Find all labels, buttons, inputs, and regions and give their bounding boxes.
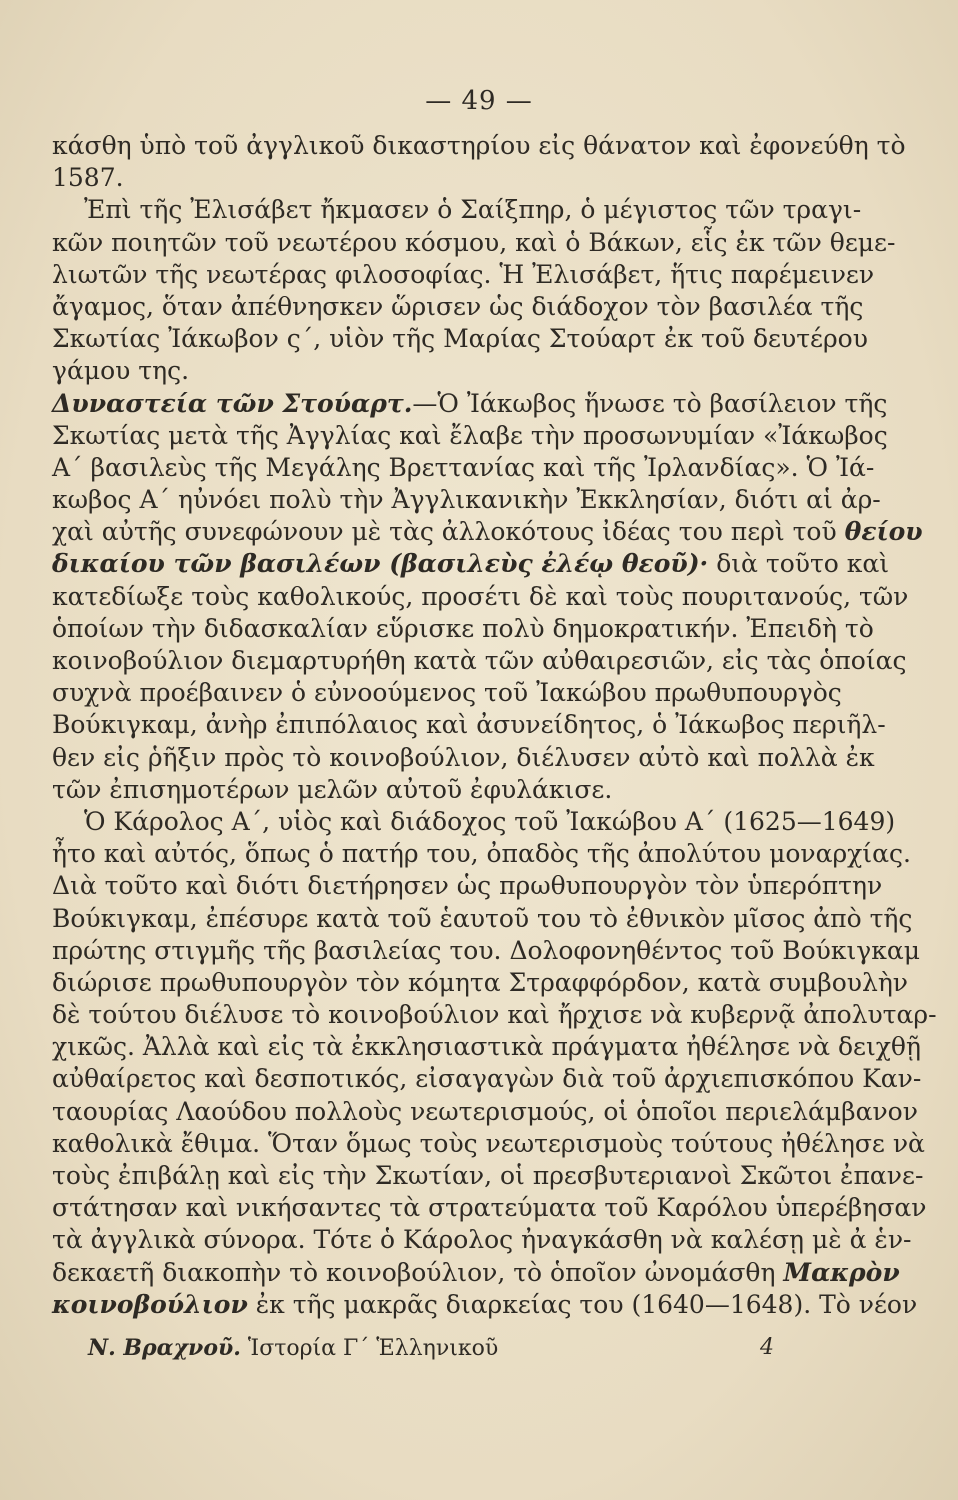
- footer-author: Ν. Βραχνοῦ.: [88, 1335, 241, 1361]
- text-line: Σκωτίας μετὰ τῆς Ἀγγλίας καὶ ἔλαβε τὴν προσωνυμίαν «Ἰάκωβος: [52, 420, 888, 450]
- text-line: στάτησαν καὶ νικήσαντες τὰ στρατεύματα τοῦ Καρόλου ὑπερέβησαν: [52, 1193, 927, 1223]
- long-parliament-line-2: [52, 1289, 918, 1321]
- text-line: κωβος Α΄ ηὐνόει πολὺ τὴν Ἀγγλικανικὴν Ἐκκλησίαν, διότι αἱ ἀρ-: [52, 485, 881, 515]
- text-line: Διὰ τοῦτο καὶ διότι διετήρησεν ὡς πρωθυπουργὸν τὸν ὑπερόπτην: [52, 871, 883, 901]
- text-line: Α΄ βασιλεὺς τῆς Μεγάλης Βρεττανίας καὶ τῆς Ἰρλανδίας». Ὁ Ἰά-: [52, 452, 875, 482]
- long-parliament-italic-1: Μακρὸν: [783, 1257, 900, 1287]
- text-line: Σκωτίας Ἰάκωβον ς΄, υἱὸν τῆς Μαρίας Στούαρτ ἐκ τοῦ δευτέρου: [52, 324, 868, 354]
- text-line: κῶν ποιητῶν τοῦ νεωτέρου κόσμου, καὶ ὁ Βάκων, εἷς ἐκ τῶν θεμε-: [52, 227, 896, 257]
- text-line: γάμου της.: [52, 356, 190, 386]
- long-parliament-line-1: [52, 1257, 900, 1289]
- body-text: [52, 130, 937, 1321]
- long-parliament-italic-2: κοινοβούλιον: [52, 1289, 248, 1319]
- text-line: Βούκιγκαμ, ἐπέσυρε κατὰ τοῦ ἑαυτοῦ του τὸ ἐθνικὸν μῖσος ἀπὸ τῆς: [52, 903, 913, 933]
- text-line: λιωτῶν τῆς νεωτέρας φιλοσοφίας. Ἡ Ἐλισάβετ, ἥτις παρέμεινεν: [52, 259, 875, 289]
- text-line: καθολικὰ ἔθιμα. Ὅταν ὅμως τοὺς νεωτερισμοὺς τούτους ἠθέλησε νὰ: [52, 1128, 925, 1158]
- text-line: αὐθαίρετος καὶ δεσποτικός, εἰσαγαγὼν διὰ τοῦ ἀρχιεπισκόπου Καν-: [52, 1064, 922, 1094]
- text-line: Ἐπὶ τῆς Ἐλισάβετ ἤκμασεν ὁ Σαίξπηρ, ὁ μέγιστος τῶν τραγι-: [84, 195, 862, 225]
- text-line: θεν εἰς ῥῆξιν πρὸς τὸ κοινοβούλιον, διέλυσεν αὐτὸ καὶ πολλὰ ἐκ: [52, 742, 875, 772]
- dynasty-line-rest: —Ὁ Ἰάκωβος ἥνωσε τὸ βασίλειον τῆς: [412, 388, 888, 418]
- footer-sheet-number: 4: [760, 1335, 774, 1360]
- long-parliament-line-start: δεκαετῆ διακοπὴν τὸ κοινοβούλιον, τὸ ὁποῖον ὠνομάσθη: [52, 1257, 776, 1287]
- text-line: Ὁ Κάρολος Α΄, υἱὸς καὶ διάδοχος τοῦ Ἰακώβου Α΄ (1625—1649): [84, 806, 896, 836]
- text-line: ταουρίας Λαούδου πολλοὺς νεωτερισμούς, οἱ ὁποῖοι περιελάμβανον: [52, 1096, 918, 1126]
- text-line: τῶν ἐπισημοτέρων μελῶν αὐτοῦ ἐφυλάκισε.: [52, 774, 613, 804]
- text-line: συχνὰ προέβαινεν ὁ εὐνοούμενος τοῦ Ἰακώβου πρωθυπουργὸς: [52, 678, 842, 708]
- divine-right-line-1: [52, 516, 923, 548]
- long-parliament-line-rest: ἐκ τῆς μακρᾶς διαρκείας του (1640—1648). Τὸ νέον: [255, 1289, 918, 1319]
- paragraph-block-3: [52, 581, 937, 1257]
- text-line: ὁποίων τὴν διδασκαλίαν εὕρισκε πολὺ δημοκρατικήν. Ἐπειδὴ τὸ: [52, 613, 874, 643]
- text-line: δὲ τούτου διέλυσε τὸ κοινοβούλιον καὶ ἤρχισε νὰ κυβερνᾷ ἀπολυταρ-: [52, 1000, 937, 1030]
- divine-italic-1: θείου: [844, 517, 923, 547]
- dynasty-line: [52, 388, 888, 420]
- text-line: κοινοβούλιον διεμαρτυρήθη κατὰ τῶν αὐθαιρεσιῶν, εἰς τὰς ὁποίας: [52, 646, 907, 675]
- divine-italic-2: δικαίου τῶν βασιλέων (βασιλεὺς ἐλέῳ θεοῦ)·: [52, 549, 709, 579]
- text-line: κάσθη ὑπὸ τοῦ ἀγγλικοῦ δικαστηρίου εἰς θάνατον καὶ ἐφονεύθη τὸ: [52, 131, 906, 160]
- text-line: 1587.: [52, 163, 124, 193]
- paragraph-block-2: [52, 420, 888, 517]
- dynasty-heading: Δυναστεία τῶν Στούαρτ.: [52, 388, 413, 418]
- text-line: κατεδίωξε τοὺς καθολικούς, προσέτι δὲ καὶ τοὺς πουριτανούς, τῶν: [52, 581, 909, 611]
- text-line: πρώτης στιγμῆς τῆς βασιλείας του. Δολοφονηθέντος τοῦ Βούκιγκαμ: [52, 935, 920, 965]
- text-line: τοὺς ἐπιβάλῃ καὶ εἰς τὴν Σκωτίαν, οἱ πρεσβυτεριανοὶ Σκῶτοι ἐπανε-: [52, 1161, 924, 1190]
- text-line: διώρισε πρωθυπουργὸν τὸν κόμητα Στραφφόρδον, κατὰ συμβουλὴν: [52, 967, 909, 997]
- page-number: — 49 —: [425, 86, 533, 116]
- divine-line-start: χαὶ αὐτῆς συνεφώνουν μὲ τὰς ἀλλοκότους ἰδέας του περὶ τοῦ: [52, 517, 837, 547]
- divine-right-line-2: [52, 548, 890, 580]
- footer-title: Ἱστορία Γ΄ Ἑλληνικοῦ: [247, 1336, 499, 1361]
- text-line: ἄγαμος, ὅταν ἀπέθνησκεν ὥρισεν ὡς διάδοχον τὸν βασιλέα τῆς: [52, 291, 864, 321]
- divine-line-rest: διὰ τοῦτο καὶ: [716, 549, 890, 579]
- text-line: τὰ ἀγγλικὰ σύνορα. Τότε ὁ Κάρολος ἠναγκάσθη νὰ καλέσῃ μὲ ἀ ἑν-: [52, 1225, 912, 1255]
- paragraph-block-1: [52, 130, 906, 388]
- text-line: Βούκιγκαμ, ἀνὴρ ἐπιπόλαιος καὶ ἀσυνείδητος, ὁ Ἰάκωβος περιῆλ-: [52, 710, 886, 740]
- text-line: χικῶς. Ἀλλὰ καὶ εἰς τὰ ἐκκλησιαστικὰ πράγματα ἠθέλησε νὰ δειχθῇ: [52, 1032, 921, 1062]
- page-footer: [88, 1335, 788, 1361]
- text-line: ἦτο καὶ αὐτός, ὅπως ὁ πατήρ του, ὀπαδὸς τῆς ἀπολύτου μοναρχίας.: [52, 839, 911, 869]
